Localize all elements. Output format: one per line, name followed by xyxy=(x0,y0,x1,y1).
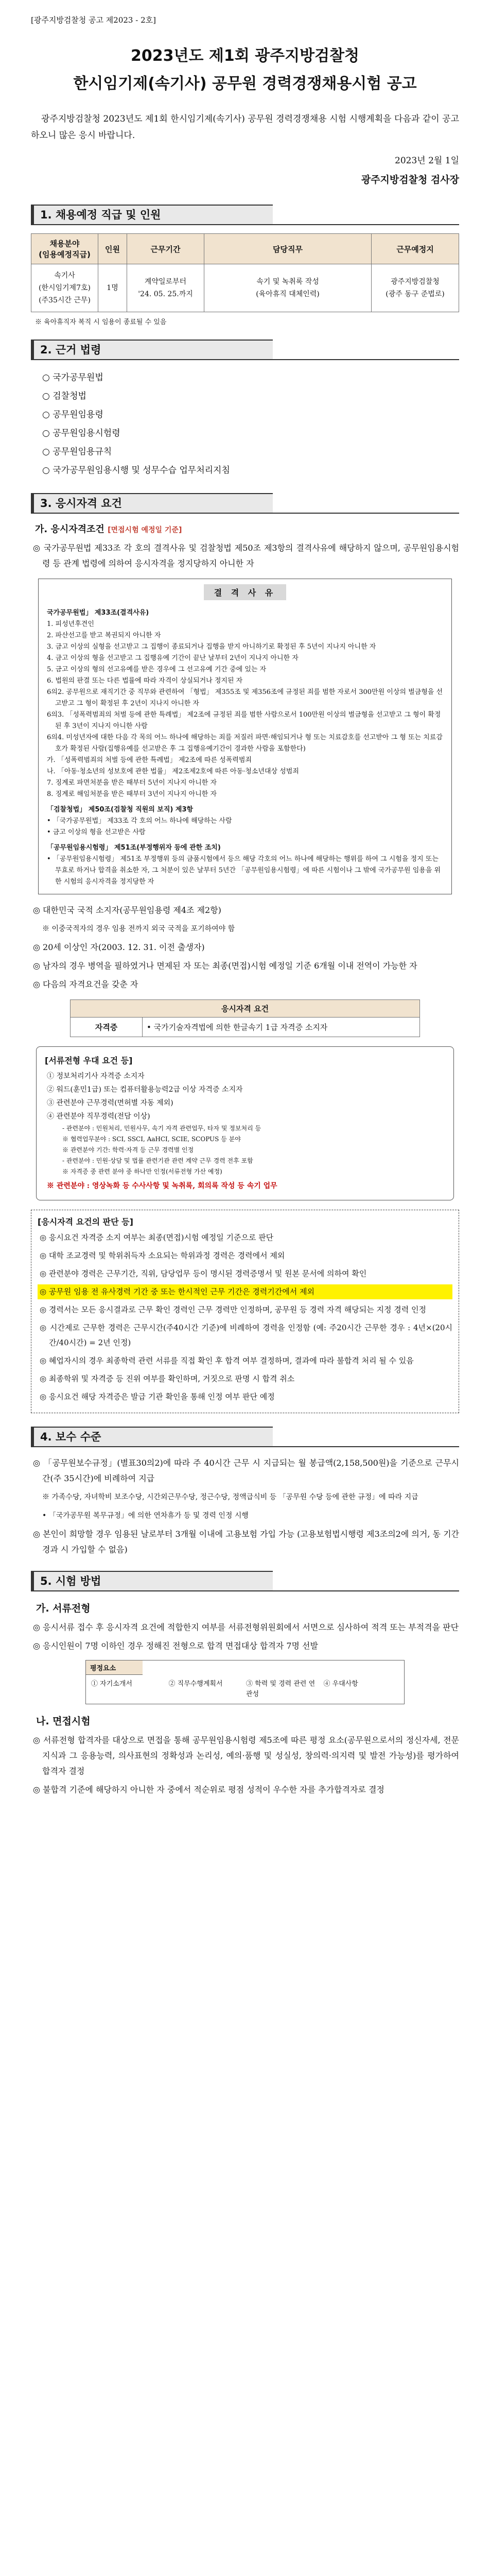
th-duty: 담당직무 xyxy=(204,234,372,264)
law-list xyxy=(31,368,459,480)
box-line: 「공무원임용시험령」 제51조(부정행위자 등에 관한 조치) xyxy=(47,844,221,852)
intro-paragraph: 광주지방검찰청 2023년도 제1회 한시임기제(속기사) 공무원 경력경쟁채용 시험 시행계획을 다음과 같이 공고하오니 많은 응시 바랍니다. xyxy=(31,114,459,141)
list-item: ○ 검찰청법 xyxy=(42,391,86,401)
salary-note: • 「국가공무원 복무규정」에 의한 연차휴가 등 및 경력 인정 시행 xyxy=(42,1512,249,1520)
criteria-item: ◎ 대학 조교경력 및 학위취득자 소요되는 학위과정 경력은 경력에서 제외 xyxy=(40,1251,285,1260)
list-item: ○ 국가공무원임용시행 및 성무수습 업무처리지침 xyxy=(42,465,230,476)
screening-paragraph: ◎ 응시서류 접수 후 응시자격 요건에 적합한지 여부를 서류전형위원회에서 서면으로 심사하여 적격 또는 부적격을 판단 xyxy=(33,1622,459,1632)
cell-field: 속기사 (한시임기제7호) (주35시간 근무) xyxy=(31,264,98,312)
criteria-item: ◎ 혜업자시의 경우 최종학력 관련 서류를 직접 확인 후 합격 여부 결정하며, 결과에 따라 불합격 처리 될 수 있음 xyxy=(40,1356,414,1365)
evaluation-item: ④ 우대사항 xyxy=(323,1680,358,1688)
box-line: 5. 금고 이상의 형의 선고유예를 받은 경우에 그 선고유예 기간 중에 있는 자 xyxy=(47,666,267,673)
preference-item: ③ 관련분야 근무경력(면허별 자동 제외) xyxy=(47,1099,173,1107)
section-4-heading xyxy=(31,1427,459,1447)
box-line: • 「공무원임용시험령」 제51조 부정행위 등의 금품시험에서 등으 해당 각호의 어느 하나에 해당하는 행위를 하여 그 시험을 정지 또는 무효로 하거나 합격을 취소한 자, 그 처분이 있은 날부터 5년간 「공무원임용시험령」에 따른 시험이나 그 밖에 국가공무원 임용을 위한 시험의 응시자격을 정지당한 자 xyxy=(47,855,441,886)
notice-date: 2023년 2월 1일 xyxy=(395,156,459,166)
cell-duty: 속기 및 녹취록 작성 (육아휴직 대체인력) xyxy=(204,264,372,312)
preference-item: ① 정보처리기사 자격증 소지자 xyxy=(47,1072,145,1080)
eligibility-paragraph: ◎ 남자의 경우 병역을 필하였거나 면제된 자 또는 최종(면접)시험 예정일 기준 6개월 이내 전역이 가능한 자 xyxy=(33,961,417,971)
salary-note: ※ 가족수당, 자녀학비 보조수당, 시간외근무수당, 정근수당, 정액급식비 등 「공무원 수당 등에 관한 규정」에 따라 지급 xyxy=(42,1493,418,1501)
eligibility-paragraph: ◎ 20세 이상인 자(2003. 12. 31. 이전 출생자) xyxy=(33,942,205,952)
section-1-heading xyxy=(31,205,459,225)
preference-item: ② 워드(훈민1급) 또는 컴퓨터활용능력2급 이상 자격증 소지자 xyxy=(47,1086,243,1094)
salary-paragraph: ◎ 본인이 희망할 경우 임용된 날로부터 3개월 이내에 고용보험 가입 가능 (고용보험법시행령 제3조의2에 의거, 동 기간 경과 시 가입할 수 없음) xyxy=(33,1529,459,1554)
sub-heading-document-screening: 가. 서류전형 xyxy=(36,1603,91,1614)
preference-detail: ※ 자격증 중 관련 분야 중 하나만 인정(서류전형 가산 예정) xyxy=(62,1168,222,1175)
section-4-title: 4. 보수 수준 xyxy=(31,1427,273,1447)
list-item: ○ 공무원임용규칙 xyxy=(42,447,112,457)
sub-heading-interview: 나. 면접시험 xyxy=(36,1716,91,1727)
th-period: 근무기간 xyxy=(127,234,204,264)
salary-paragraph: ◎ 「공무원보수규정」(별표30의2)에 따라 주 40시간 근무 시 지급되는 월 봉급액(2,158,500원)을 기준으로 근무시간(주 35시간)에 비례하여 지급 xyxy=(33,1458,459,1483)
qualification-table xyxy=(70,999,420,1037)
screening-paragraph: ◎ 응시인원이 7명 이하인 경우 정해진 전형으로 합격 면접대상 합격자 7명 선발 xyxy=(33,1641,318,1651)
disqualification-title: 결 격 사 유 xyxy=(204,584,286,600)
criteria-item: ◎ 응시요건 자격증 소지 여부는 최종(면접)시험 예정일 기준으로 판단 xyxy=(40,1233,274,1242)
box-line: • 「국가공무원법」 제33조 각 호의 어느 하나에 해당하는 사람 xyxy=(47,817,232,825)
preference-detail: ※ 관련분야 기간: 학력·자격 등 근무 경력별 인정 xyxy=(62,1146,194,1154)
preference-detail: - 관련분야 : 민원처리, 민원사무, 속기 자격 관련업무, 타자 및 정보처리 등 xyxy=(62,1125,261,1132)
preference-detail: - 관련분야 : 민원·상담 및 법률 관련기관 관련 계약 근무 경력 전후 포함 xyxy=(62,1157,253,1164)
table-row xyxy=(31,264,459,312)
box-line: 1. 피성년후견인 xyxy=(47,620,94,628)
notice-signer: 광주지방검찰청 검사장 xyxy=(361,174,459,185)
criteria-item: ◎ 경력서는 모든 응시결과로 근무 확인 경력인 근무 경력만 인정하며, 공무원 등 경력 자격 해당되는 지정 경력 인정 xyxy=(40,1305,426,1314)
notice-title-line1: 2023년도 제1회 광주지방검찰청 xyxy=(130,47,360,65)
box-line: 4. 금고 이상의 형을 선고받고 그 집행유예 기간이 끝난 날부터 2년이 지나지 아니한 자 xyxy=(47,654,299,662)
box-line: 6의3. 「성폭력범죄의 처벌 등에 관한 특례법」 제2조에 규정된 죄를 범한 사람으로서 100만원 이상의 벌금형을 선고받고 그 형이 확정된 후 3년이 지나지 아니한 사람 xyxy=(47,711,441,730)
section-5-title: 5. 시험 방법 xyxy=(31,1571,273,1591)
box-line: 나. 「아동·청소년의 성보호에 관한 법률」 제2조제2호에 따른 아동·청소년대상 성범죄 xyxy=(47,768,299,775)
recruitment-table xyxy=(31,233,459,312)
cell-count: 1명 xyxy=(98,264,127,312)
box-line: 7. 징계로 파면처분을 받은 때부터 5년이 지나지 아니한 자 xyxy=(47,779,217,787)
box-line: 6의2. 공무원으로 재직기간 중 직무와 관련하여 「형법」 제355조 및 제356조에 규정된 죄를 범한 자로서 300만원 이상의 벌금형을 선고받고 그 형이 확정된 후 2년이 지나지 아니한 자 xyxy=(47,688,443,707)
section-1-title: 1. 채용예정 직급 및 인원 xyxy=(31,205,273,225)
table-row xyxy=(71,1018,420,1037)
criteria-item: ◎ 시간제로 근무한 경력은 근무시간(주40시간 기준)에 비례하여 경력을 인정함 (예: 주20시간 근무한 경우 : 4년×(20시간/40시간) = 2년 인정) xyxy=(40,1323,452,1347)
section-3-title: 3. 응시자격 요건 xyxy=(31,493,273,514)
box-line: 「검찰청법」 제50조(검찰청 직원의 보직) 제3항 xyxy=(47,806,194,814)
list-item: ○ 공무원임용시험령 xyxy=(42,428,120,438)
recruitment-table-header xyxy=(31,234,459,264)
notice-number: [광주지방검찰청 공고 제2023 - 2호] xyxy=(31,15,156,25)
box-line: 가. 「성폭력범죄의 처벌 등에 관한 특례법」 제2조에 따른 성폭력범죄 xyxy=(47,756,252,764)
section-2-title: 2. 근거 법령 xyxy=(31,340,273,360)
eligibility-note: ※ 이중국적자의 경우 임용 전까지 외국 국적을 포기하여야 함 xyxy=(42,925,235,933)
criteria-item: ◎ 최종학위 및 자격증 등 진위 여부를 확인하며, 거짓으로 판명 시 합격 취소 xyxy=(40,1374,295,1383)
box-line: • 금고 이상의 형을 선고받은 사람 xyxy=(47,828,146,836)
notice-title-line2: 한시임기제(속기사) 공무원 경력경쟁채용시험 공고 xyxy=(73,75,417,93)
box-line: 6의4. 미성년자에 대한 다음 각 목의 어느 하나에 해당하는 죄를 저질러 파면·해임되거나 형 또는 치료감호를 선고받아 그 형 또는 치료감호가 확정된 사람(집행유예를 선고받은 후 그 집행유예기간이 경과한 사람을 포함한다) xyxy=(47,734,443,753)
section-3-heading xyxy=(31,493,459,514)
recruitment-note: ※ 육아휴직자 복직 시 임용이 종료될 수 있음 xyxy=(35,318,167,326)
criteria-box xyxy=(31,1210,459,1413)
th-field: 채용분야 (임용예정직급) xyxy=(31,234,98,264)
box-line: 2. 파산선고를 받고 복권되지 아니한 자 xyxy=(47,632,161,639)
preference-title: [서류전형 우대 요건 등] xyxy=(45,1056,133,1065)
criteria-item: ◎ 관련분야 경력은 근무기간, 직위, 담당업무 등이 명시된 경력증명서 및 원본 문서에 의하여 확인 xyxy=(40,1269,367,1278)
list-item: ○ 공무원임용령 xyxy=(42,410,103,420)
th-count: 인원 xyxy=(98,234,127,264)
disqualification-box xyxy=(38,579,452,894)
preference-highlight: ※ 관련분야 : 영상녹화 등 수사사항 및 녹취록, 회의록 작성 등 속기 업무 xyxy=(47,1182,277,1190)
criteria-item-highlighted: ◎ 공무원 임용 전 유사경력 기간 중 또는 한시적인 근무 기간은 경력기간에서 제외 xyxy=(38,1284,452,1299)
eligibility-paragraph: ◎ 대한민국 국적 소지자(공무원임용령 제4조 제2항) xyxy=(33,905,221,915)
preference-detail: ※ 협력업무분야 : SCI, SSCI, AaHCI, SCIE, SCOPUS 등 분야 xyxy=(62,1136,241,1143)
eligibility-paragraph: ◎ 국가공무원법 제33조 각 호의 결격사유 및 검찰청법 제50조 제3항의 결격사유에 해당하지 않으며, 공무원임용시험령 등 관계 법령에 의하여 응시자격을 정지당하지 아니한 자 xyxy=(33,543,459,568)
preference-box xyxy=(36,1046,454,1200)
list-item: ○ 국가공무원법 xyxy=(42,372,103,383)
evaluation-item: ③ 학력 및 경력 관련 연관성 xyxy=(246,1680,316,1698)
box-line: 6. 법원의 판결 또는 다른 법률에 따라 자격이 상실되거나 정지된 자 xyxy=(47,677,243,685)
eligibility-basis-note: [면접시험 예정일 기준] xyxy=(108,526,182,534)
section-2-heading xyxy=(31,340,459,360)
cell-place: 광주지방검찰청 (광주 동구 준법로) xyxy=(372,264,459,312)
box-line: 8. 징계로 해임처분을 받은 때부터 3년이 지나지 아니한 자 xyxy=(47,790,217,798)
qualification-value: • 국가기술자격법에 의한 한글속기 1급 자격증 소지자 xyxy=(143,1018,420,1037)
evaluation-items-box xyxy=(85,1660,405,1704)
cell-period: 계약일로부터 '24. 05. 25.까지 xyxy=(127,264,204,312)
evaluation-items-title: 평정요소 xyxy=(86,1660,143,1675)
sub-heading-eligibility: 가. 응시자격조건 [면접시험 예정일 기준] xyxy=(35,524,182,535)
th-place: 근무예정지 xyxy=(372,234,459,264)
qualification-label: 자격증 xyxy=(71,1018,143,1037)
box-line: 3. 금고 이상의 실형을 선고받고 그 집행이 종료되거나 집행을 받지 아니하기로 확정된 후 5년이 지나지 아니한 자 xyxy=(47,643,376,651)
criteria-title: [응시자격 요건의 판단 등] xyxy=(38,1217,133,1227)
preference-item: ④ 관련분야 직무경력(전담 이상) xyxy=(47,1112,150,1121)
interview-paragraph: ◎ 불합격 기준에 해당하지 아니한 자 중에서 적순위로 평점 성적이 우수한 자를 추가합격자로 결정 xyxy=(33,1785,384,1794)
evaluation-item: ① 자기소개서 xyxy=(91,1680,132,1688)
eligibility-paragraph: ◎ 다음의 자격요건을 갖춘 자 xyxy=(33,979,138,989)
box-line: 국가공무원법」 제33조(결격사유) xyxy=(47,609,149,617)
criteria-item: ◎ 응시요건 해당 자격증은 발급 기관 확인을 통해 인정 여부 판단 예정 xyxy=(40,1392,275,1401)
interview-paragraph: ◎ 서류전형 합격자를 대상으로 면접을 통해 공무원임용시험령 제5조에 따른 평정 요소(공무원으로서의 정신자세, 전문지식과 그 응용능력, 의사표현의 정확성과 논리성, 예의·품행 및 성실성, 창의력·의지력 및 발전 가능성)를 평가하여 합격자 결정 xyxy=(33,1735,459,1776)
qualification-header: 응시자격 요건 xyxy=(71,1000,420,1018)
section-5-heading xyxy=(31,1571,459,1591)
evaluation-item: ② 직무수행계획서 xyxy=(168,1680,223,1688)
